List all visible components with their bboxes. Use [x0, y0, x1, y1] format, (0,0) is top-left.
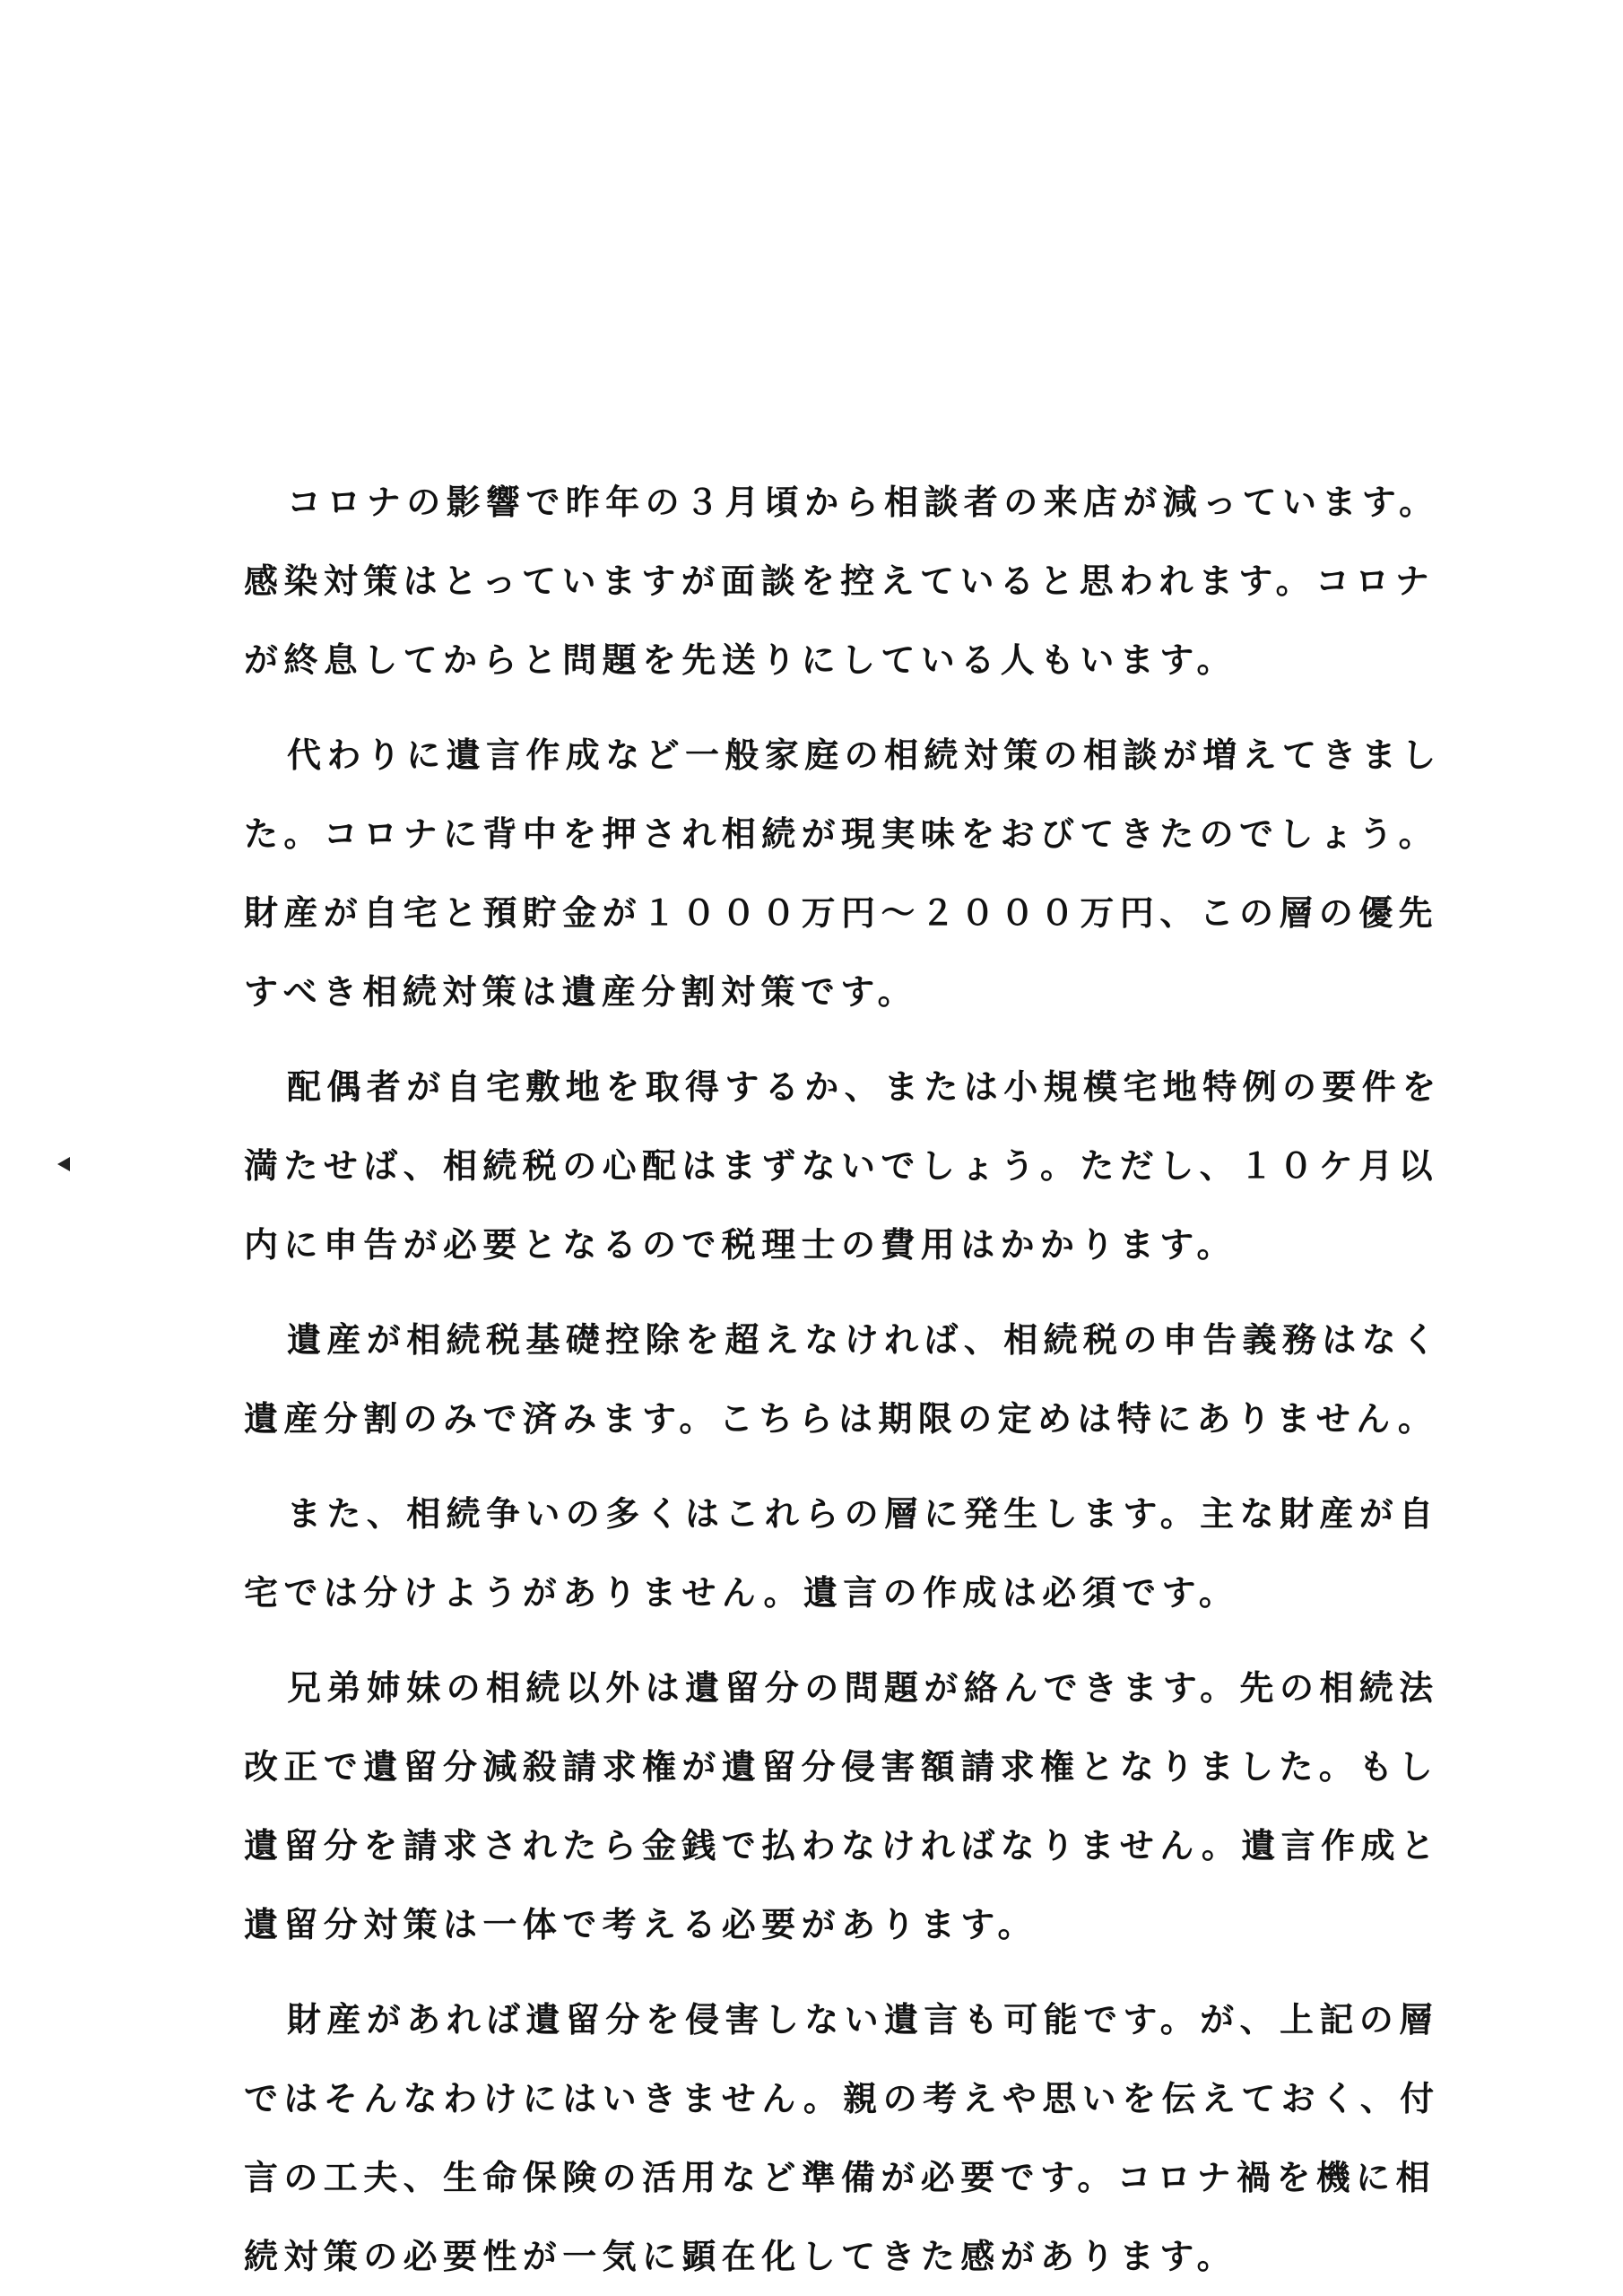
text-line: 兄弟姉妹の相続以外は遺留分の問題が絡んできます。先の相続法	[287, 1668, 1439, 1708]
text-line: 遺留分対策は一体で考える必要があります。	[244, 1905, 1037, 1944]
text-line: 続対策の必要性が一気に顕在化してきた感があります。	[244, 2237, 1237, 2276]
text-line: た。コロナに背中を押され相続が現実味をおびてきたのでしょう。	[244, 814, 1439, 854]
text-line: 内に申告が必要となるので税理士の費用はかかります。	[244, 1225, 1237, 1265]
text-line: 代わりに遺言作成など一般家庭の相続対策の相談が増えてきまし	[287, 735, 1442, 775]
text-line: 財産が自宅と預貯金が１０００万円～２０００万円、この層の優先	[244, 893, 1439, 933]
text-line: 配偶者が自宅敷地を取得するか、または小規模宅地特例の要件を	[287, 1067, 1442, 1107]
text-line: 満たせば、相続税の心配はまずないでしょう。ただし、１０ケ月以	[244, 1146, 1439, 1186]
paragraph-4	[244, 1300, 1442, 1458]
text-line: 改正で遺留分減殺請求権が遺留分侵害額請求権となりました。もし	[244, 1747, 1439, 1787]
body-text	[244, 463, 1442, 2296]
text-line: 言の工夫、生命保険の活用など準備が必要です。コロナ禍を機に相	[244, 2158, 1436, 2197]
margin-arrow-icon	[57, 1157, 70, 1171]
text-line: 遺留分を請求されたら金銭で払わなければなりません。遺言作成と	[244, 1826, 1441, 1866]
paragraph-1	[244, 463, 1439, 700]
paragraph-2	[244, 716, 1442, 1031]
paragraph-7	[244, 1980, 1440, 2296]
text-line: 財産があれば遺留分を侵害しない遺言も可能です。が、上記の層	[287, 2000, 1439, 2039]
text-line: が終息してからと問題を先送りにしている人もいます。	[244, 640, 1237, 680]
text-line: 遺産が相続税基礎控除を超えなければ、相続税の申告義務はなく	[287, 1320, 1442, 1360]
text-line: ではそんなわけにはいきません。親の考えや思いを伝えておく、付	[244, 2079, 1440, 2118]
paragraph-3	[244, 1048, 1442, 1284]
text-line: コロナの影響で昨年の３月頃から相談者の来店が減っています。	[287, 483, 1439, 522]
text-line: 感染対策はとっていますが面談を控えていると思われます。コロナ	[244, 561, 1436, 601]
text-line: すべき相続対策は遺産分割対策です。	[244, 972, 918, 1012]
paragraph-6	[244, 1648, 1441, 1964]
text-line: 遺産分割のみで済みます。こちらは期限の定めは特にありません。	[244, 1399, 1438, 1439]
text-line: また、相続争いの多くはこれらの層に発生します。主な財産が自	[287, 1494, 1439, 1534]
paragraph-5	[244, 1474, 1439, 1632]
text-line: 宅では分けようがありません。遺言の作成は必須です。	[244, 1573, 1239, 1613]
